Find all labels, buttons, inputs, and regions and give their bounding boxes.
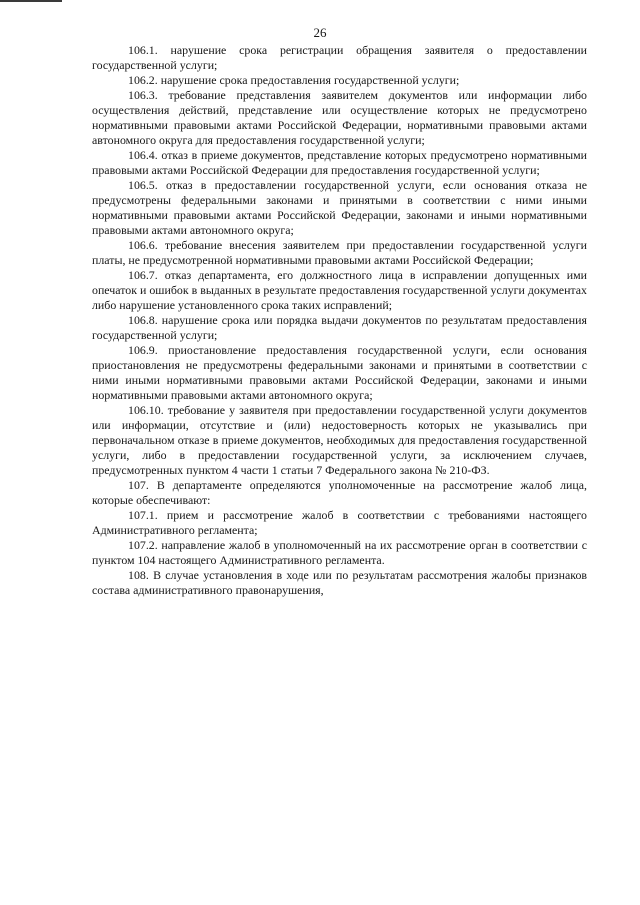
paragraph-106-1: 106.1. нарушение срока регистрации обращения заявителя о предоставлении государственной услуги; (92, 43, 587, 72)
scan-edge-mark (0, 0, 62, 2)
paragraph-106-9: 106.9. приостановление предоставления государственной услуги, если основания приостановления не предусмотрены федеральными законами и принятыми в соответствии с ними иными нормативными правовыми актами Российской Федерации, законами и иными нормативными правовыми актами автономного округа; (92, 343, 587, 402)
document-body (92, 43, 587, 598)
paragraph-107-2: 107.2. направление жалоб в уполномоченный на их рассмотрение орган в соответствии с пунктом 104 настоящего Административного регламента. (92, 538, 587, 567)
paragraph-106-7: 106.7. отказ департамента, его должностного лица в исправлении допущенных ими опечаток и ошибок в выданных в результате предоставления государственной услуги документах либо нарушение установленного срока таких исправлений; (92, 268, 587, 312)
paragraph-106-10: 106.10. требование у заявителя при предоставлении государственной услуги документов или информации, отсутствие и (или) недостоверность которых не указывались при первоначальном отказе в приеме документов, необходимых для предоставления государственной услуги, либо в предоставлении государственной услуги, за исключением случаев, предусмотренных пунктом 4 части 1 статьи 7 Федерального закона № 210-ФЗ. (92, 403, 587, 477)
paragraph-106-4: 106.4. отказ в приеме документов, представление которых предусмотрено нормативными правовыми актами Российской Федерации для предоставления государственной услуги; (92, 148, 587, 177)
paragraph-106-5: 106.5. отказ в предоставлении государственной услуги, если основания отказа не предусмотрены федеральными законами и принятыми в соответствии с ними иными нормативными правовыми актами Российской Федерации, законами и иными нормативными правовыми актами автономного округа; (92, 178, 587, 237)
paragraph-107-1: 107.1. прием и рассмотрение жалоб в соответствии с требованиями настоящего Административного регламента; (92, 508, 587, 537)
paragraph-106-6: 106.6. требование внесения заявителем при предоставлении государственной услуги платы, не предусмотренной нормативными правовыми актами Российской Федерации; (92, 238, 587, 267)
paragraph-106-8: 106.8. нарушение срока или порядка выдачи документов по результатам предоставления государственной услуги; (92, 313, 587, 342)
paragraph-106-3: 106.3. требование представления заявителем документов или информации либо осуществления действий, представление или осуществление которых не предусмотрено нормативными правовыми актами Российской Федерации, нормативными правовыми актами автономного округа для предоставления государственной услуги; (92, 88, 587, 147)
paragraph-107: 107. В департаменте определяются уполномоченные на рассмотрение жалоб лица, которые обеспечивают: (92, 478, 587, 507)
page-number: 26 (313, 25, 327, 40)
paragraph-108: 108. В случае установления в ходе или по результатам рассмотрения жалобы признаков состава административного правонарушения, (92, 568, 587, 597)
paragraph-106-2: 106.2. нарушение срока предоставления государственной услуги; (128, 73, 460, 87)
